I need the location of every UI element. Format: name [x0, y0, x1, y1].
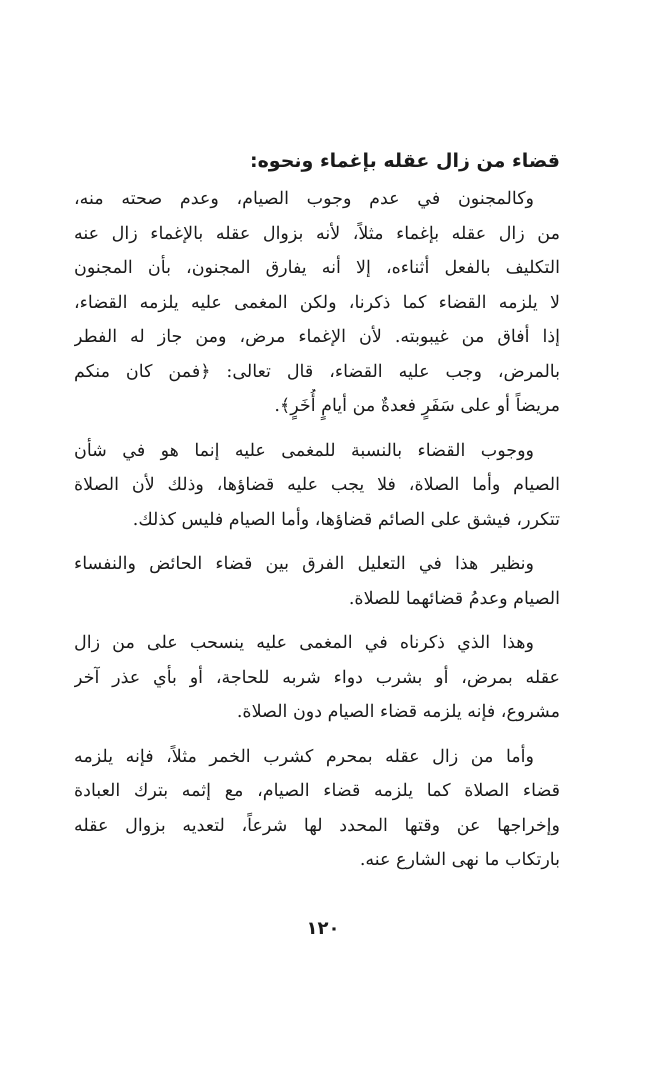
text-line: الصيام وعدمُ قضائهما للصلاة. — [348, 588, 560, 609]
paragraph-3 — [74, 547, 560, 616]
text-line: ونظير هذا في التعليل الفرق بين قضاء الحائض والنفساء — [74, 554, 534, 574]
text-line: من زال عقله بإغماء مثلاً، لأنه بزوال عقله بالإغماء زال عنه — [74, 223, 560, 244]
paragraph-1 — [74, 182, 560, 424]
text-line: وكالمجنون في عدم وجوب الصيام، وعدم صحته منه، — [74, 189, 534, 209]
page-number: ١٢٠ — [306, 918, 340, 939]
paragraph-5 — [74, 740, 560, 878]
text-line: لا يلزمه القضاء كما ذكرنا، ولكن المغمى عليه يلزمه القضاء، — [74, 292, 560, 313]
text-line: بالمرض، وجب عليه القضاء، قال تعالى: ﴿فمن كان منكم — [74, 361, 560, 382]
section-heading: قضاء من زال عقله بإغماء ونحوه: — [249, 150, 560, 172]
text-line: التكليف بالفعل أثناءه، إلا أنه يفارق المجنون، بأن المجنون — [74, 258, 560, 278]
text-line: ووجوب القضاء بالنسبة للمغمى عليه إنما هو في شأن — [74, 440, 534, 461]
text-line: الصيام وأما الصلاة، فلا يجب عليه قضاؤها، وذلك لأن الصلاة — [74, 475, 560, 495]
text-line: تتكرر، فيشق على الصائم قضاؤها، وأما الصيام فليس كذلك. — [132, 509, 560, 530]
text-line: مشروع، فإنه يلزمه قضاء الصيام دون الصلاة. — [236, 702, 560, 722]
text-line: بارتكاب ما نهى الشارع عنه. — [359, 850, 560, 870]
text-line: وهذا الذي ذكرناه في المغمى عليه ينسحب على من زال — [74, 633, 534, 653]
text-line: إذا أفاق من غيبوبته. لأن الإغماء مرض، ومن جاز له الفطر — [74, 327, 560, 347]
paragraph-4 — [74, 626, 560, 730]
page-content — [74, 140, 560, 888]
text-line: وأما من زال عقله بمحرم كشرب الخمر مثلاً، فإنه يلزمه — [74, 746, 534, 767]
text-line: وإخراجها عن وقتها المحدد لها شرعاً، لتعديه بزوال عقله — [74, 815, 560, 836]
paragraph-2 — [74, 434, 560, 538]
text-line: مريضاً أو على سَفَرٍ فعدةٌ من أيامٍ أُخَرٍ﴾. — [274, 396, 560, 416]
text-line: قضاء الصلاة كما يلزمه قضاء الصيام، مع إثمه بترك العبادة — [74, 781, 560, 801]
text-line: عقله بمرض، أو بشرب دواء شربه للحاجة، أو بأي عذر آخر — [74, 667, 560, 688]
